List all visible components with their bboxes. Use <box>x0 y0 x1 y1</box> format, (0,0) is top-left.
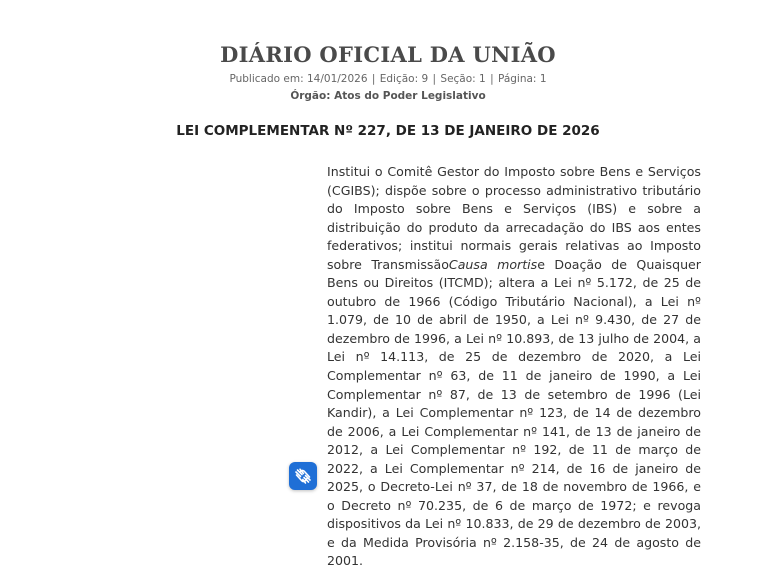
section-number: 1 <box>479 73 486 85</box>
publication-masthead: DIÁRIO OFICIAL DA UNIÃO <box>220 42 556 67</box>
published-date: 14/01/2026 <box>306 73 368 85</box>
meta-separator: | <box>371 73 376 85</box>
edition-label: Edição: <box>379 73 419 85</box>
ementa-italic-term: Causa mortis <box>448 256 538 272</box>
meta-separator: | <box>432 73 437 85</box>
orgao-line <box>0 89 776 103</box>
page-number: 1 <box>539 73 547 85</box>
publication-metadata <box>0 72 776 86</box>
sign-language-hands-icon <box>293 466 313 486</box>
section-label: Seção: <box>440 73 476 85</box>
meta-separator: | <box>490 73 494 85</box>
published-label: Publicado em: <box>229 73 304 85</box>
page-label: Página: <box>497 73 537 85</box>
accessibility-widget-button[interactable] <box>289 462 317 490</box>
ementa-text-part2: e Doação de Quaisquer Bens ou Direitos (ITCMD); altera a Lei nº 5.172, de 25 de outubro de 1966 (Código Tributário Nacional), a Lei nº 1.079, de 10 de abril de 1950, a Lei nº 9.430, de 27 de dezembro de 1996, a Lei nº 10.893, de 13 julho de 2004, a Lei nº 14.113, de 25 de dezembro de 2020, a Lei Complementar nº 63, de 11 de janeiro de 1990, a Lei Complementar nº 87, de 13 de setembro de 1996 (Lei Kandir), a Lei Complementar nº 123, de 14 de dezembro de 2006, a Lei Complementar nº 141, de 13 de janeiro de 2012, a Lei Complementar nº 192, de 11 de março de 2022, a Lei Complementar nº 214, de 16 de janeiro de 2025, o Decreto-Lei nº 37, de 18 de novembro de 1966, e o Decreto nº 70.235, de 6 de março de 1972; e revoga dispositivos da Lei nº 10.833, de 29 de dezembro de 2003, e da Medida Provisória nº 2.158-35, de 24 de agosto de 2001. <box>327 256 701 569</box>
orgao-label: Órgão: <box>290 90 331 102</box>
ementa-text-part1: Institui o Comitê Gestor do Imposto sobre Bens e Serviços (CGIBS); dispõe sobre o processo administrativo tributário do Imposto sobre Bens e Serviços (IBS) e sobre a distribuição do produto da arrecadação do IBS aos entes federativos; institui normais gerais relativas ao Imposto sobre Transmissão <box>327 164 701 272</box>
act-ementa <box>327 163 701 571</box>
act-title: LEI COMPLEMENTAR Nº 227, DE 13 DE JANEIRO DE 2026 <box>176 123 600 139</box>
orgao-value: Atos do Poder Legislativo <box>334 90 486 102</box>
edition-number: 9 <box>421 73 429 85</box>
